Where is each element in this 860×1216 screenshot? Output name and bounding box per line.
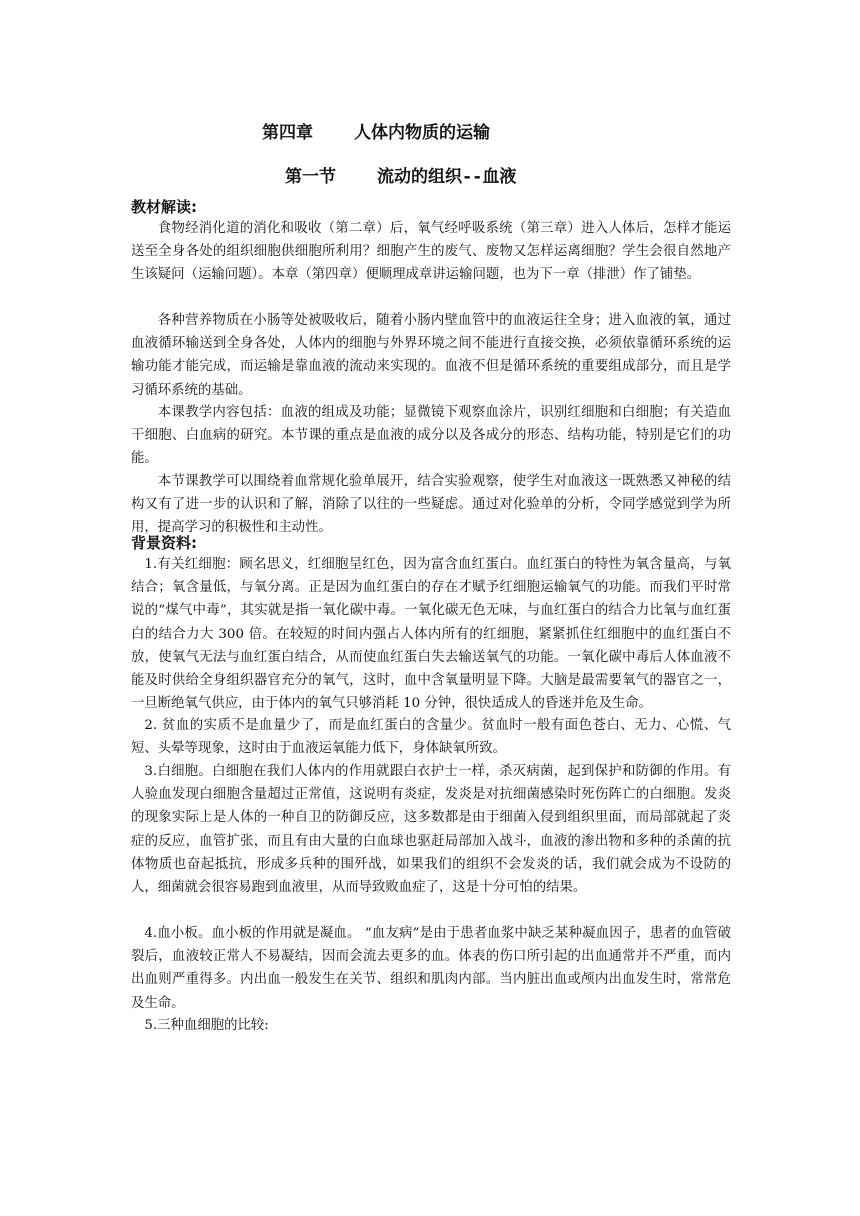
section-title: 第一节 流动的组织--血液	[285, 167, 517, 187]
paragraph: 食物经消化道的消化和吸收（第二章）后，氧气经呼吸系统（第三章）进入人体后，怎样才能运送至全身各处的组织细胞供细胞所利用？细胞产生的废气、废物又怎样运离细胞？学生会很自然地产生该疑问（运输问题）。本章（第四章）便顺理成章讲运输问题，也为下一章（排泄）作了铺垫。	[131, 221, 731, 283]
list-item: 3.白细胞。白细胞在我们人体内的作用就跟白衣护士一样，杀灭病菌，起到保护和防御的作用。有人验血发现白细胞含量超过正常值，这说明有炎症，发炎是对抗细菌感染时死伤阵亡的白细胞。发炎的现象实际上是人体的一种自卫的防御反应，这多数都是由于细菌入侵到组织里面，而局部就起了炎症的反应，血管扩张，而且有由大量的白血球也驱赶局部加入战斗，血液的渗出物和多种的杀菌的抗体物质也奋起抵抗，形成多兵种的围歼战，如果我们的组织不会发炎的话，我们就会成为不设防的人，细菌就会很容易跑到血液里，从而导致败血症了，这是十分可怕的结果。	[131, 764, 731, 896]
chapter-title: 第四章 人体内物质的运输	[262, 123, 490, 143]
list-item: 5.三种血细胞的比较:	[144, 1018, 269, 1033]
paragraph: 各种营养物质在小肠等处被吸收后，随着小肠内壁血管中的血液运往全身；进入血液的氧，通过血液循环输送到全身各处，人体内的细胞与外界环境之间不能进行直接交换，必须依靠循环系统的运输功能才能完成，而运输是靠血液的流动来实现的。血液不但是循环系统的重要组成部分，而且是学习循环系统的基础。	[131, 313, 731, 398]
list-item: 1.有关红细胞：顾名思义，红细胞呈红色，因为富含血红蛋白。血红蛋白的特性为氧含量高，与氧结合；氧含量低，与氧分离。正是因为血红蛋白的存在才赋予红细胞运输氧气的功能。而我们平时常说的“煤气中毒”，其实就是指一氧化碳中毒。一氧化碳无色无味，与血红蛋白的结合力比氧与血红蛋白的结合力大 300 倍。在较短的时间内强占人体内所有的红细胞，紧紧抓住红细胞中的血红蛋白不放，使氧气无法与血红蛋白结合，从而使血红蛋白失去输送氧气的功能。一氧化碳中毒后人体血液不能及时供给全身组织器官充分的氧气，这时，血中含氧量明显下降。大脑是最需要氧气的器官之一，一旦断绝氧气供应，由于体内的氧气只够消耗 10 分钟，很快适成人的昏迷并危及生命。	[131, 557, 731, 712]
textbook-interpretation-heading: 教材解读:	[131, 198, 197, 216]
list-item: 4.血小板。血小板的作用就是凝血。 “血友病”是由于患者血浆中缺乏某种凝血因子，患者的血管破裂后，血液较正常人不易凝结，因而会流去更多的血。体表的伤口所引起的出血通常并不严重，而内出血则严重得多。内出血一般发生在关节、组织和肌肉内部。当内脏出血或颅内出血发生时，常常危及生命。	[131, 926, 731, 1011]
paragraph: 本节课教学可以围绕着血常规化验单展开，结合实验观察，使学生对血液这一既熟悉又神秘的结构又有了进一步的认识和了解，消除了以往的一些疑虑。通过对化验单的分析，令同学感觉到学为所用，提高学习的积极性和主动性。	[131, 474, 731, 536]
background-material-heading: 背景资料:	[131, 534, 197, 552]
list-item: 2. 贫血的实质不是血量少了，而是血红蛋白的含量少。贫血时一般有面色苍白、无力、心慌、气短、头晕等现象，这时由于血液运氧能力低下，身体缺氧所致。	[131, 718, 731, 757]
paragraph: 本课教学内容包括：血液的组成及功能；显微镜下观察血涂片，识别红细胞和白细胞；有关造血干细胞、白血病的研究。本节课的重点是血液的成分以及各成分的形态、结构功能，特别是它们的功能。	[131, 405, 731, 467]
